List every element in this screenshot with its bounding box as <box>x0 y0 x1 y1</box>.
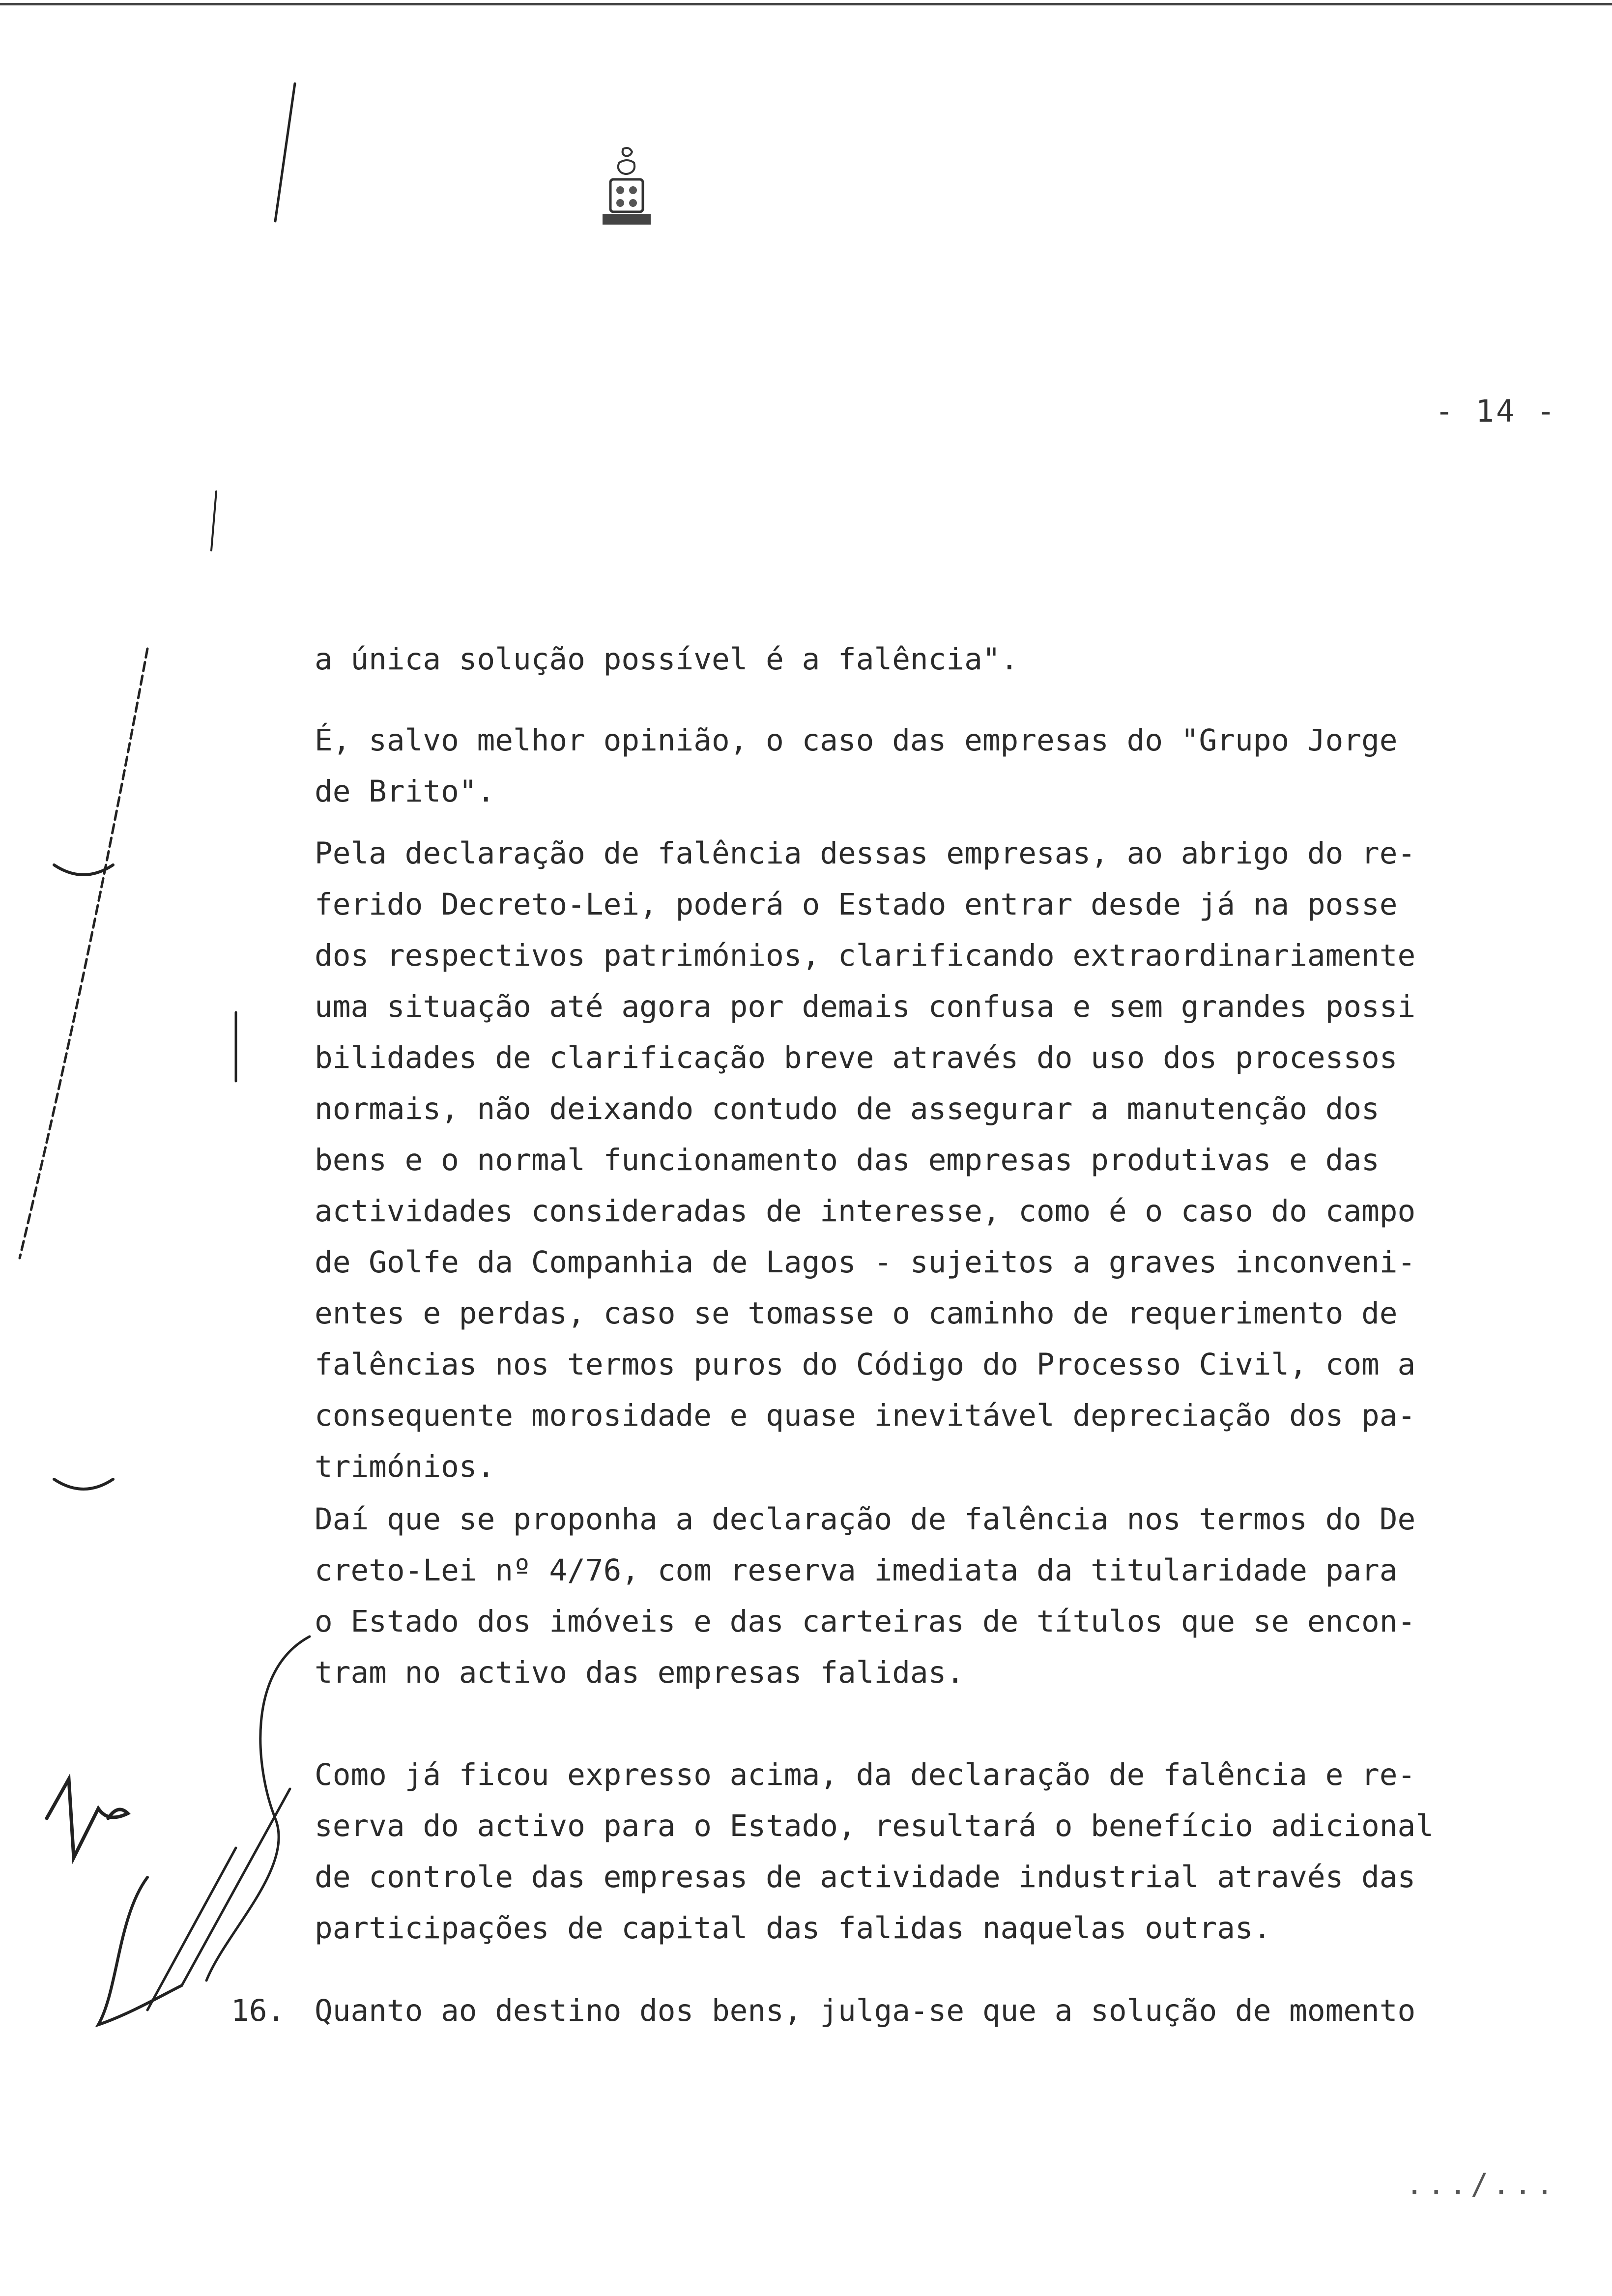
continuation-mark: .../... <box>1406 2167 1557 2202</box>
text-line: entes e perdas, caso se tomasse o caminho de requerimento de <box>315 1296 1398 1331</box>
text-line: Pela declaração de falência dessas empresas, ao abrigo do re- <box>315 836 1416 871</box>
text-line: o Estado dos imóveis e das carteiras de títulos que se encon- <box>315 1604 1416 1639</box>
text-line: uma situação até agora por demais confusa e sem grandes possi <box>315 989 1416 1024</box>
margin-stroke-short-2 <box>211 491 216 550</box>
page-number: - 14 - <box>1435 393 1557 429</box>
paragraph-number: 16. <box>231 1993 286 2028</box>
text-line: ferido Decreto-Lei, poderá o Estado entrar desde já na posse <box>315 887 1398 922</box>
text-line: de Brito". <box>315 774 495 809</box>
text-line: Quanto ao destino dos bens, julga-se que a solução de momento <box>315 1993 1416 2028</box>
text-line: Como já ficou expresso acima, da declaração de falência e re- <box>315 1757 1416 1792</box>
handwritten-diagonal <box>182 1789 290 1985</box>
text-line: a única solução possível é a falência". <box>315 642 1019 677</box>
text-line: serva do activo para o Estado, resultará o benefício adicional <box>315 1808 1434 1843</box>
margin-bracket-2 <box>54 1479 113 1489</box>
signature-initials <box>47 1779 128 1858</box>
text-line: creto-Lei nº 4/76, com reserva imediata da titularidade para <box>315 1553 1398 1588</box>
text-line: bilidades de clarificação breve através do uso dos processos <box>315 1040 1398 1075</box>
text-line: normais, não deixando contudo de assegurar a manutenção dos <box>315 1091 1380 1126</box>
margin-stroke-left <box>20 649 147 1258</box>
handwritten-diagonal-2 <box>147 1848 236 2010</box>
text-line: consequente morosidade e quase inevitável depreciação dos pa- <box>315 1398 1416 1433</box>
text-line: de Golfe da Companhia de Lagos - sujeitos a graves inconveni- <box>315 1245 1416 1280</box>
text-line: É, salvo melhor opinião, o caso das empresas do "Grupo Jorge <box>315 723 1398 758</box>
text-line: tram no activo das empresas falidas. <box>315 1655 965 1690</box>
text-line: falências nos termos puros do Código do Processo Civil, com a <box>315 1347 1416 1382</box>
signature-loop <box>98 1877 182 2025</box>
margin-stroke-short <box>275 84 295 221</box>
text-line: de controle das empresas de actividade industrial através das <box>315 1860 1416 1894</box>
text-line: bens e o normal funcionamento das empresas produtivas e das <box>315 1143 1380 1177</box>
text-line: participações de capital das falidas naquelas outras. <box>315 1911 1271 1946</box>
text-line: dos respectivos patrimónios, clarificando extraordinariamente <box>315 938 1416 973</box>
handwritten-flourish <box>206 1636 310 1980</box>
text-line: actividades consideradas de interesse, como é o caso do campo <box>315 1194 1416 1229</box>
text-line: Daí que se proponha a declaração de falência nos termos do De <box>315 1502 1416 1537</box>
text-line: trimónios. <box>315 1449 495 1484</box>
